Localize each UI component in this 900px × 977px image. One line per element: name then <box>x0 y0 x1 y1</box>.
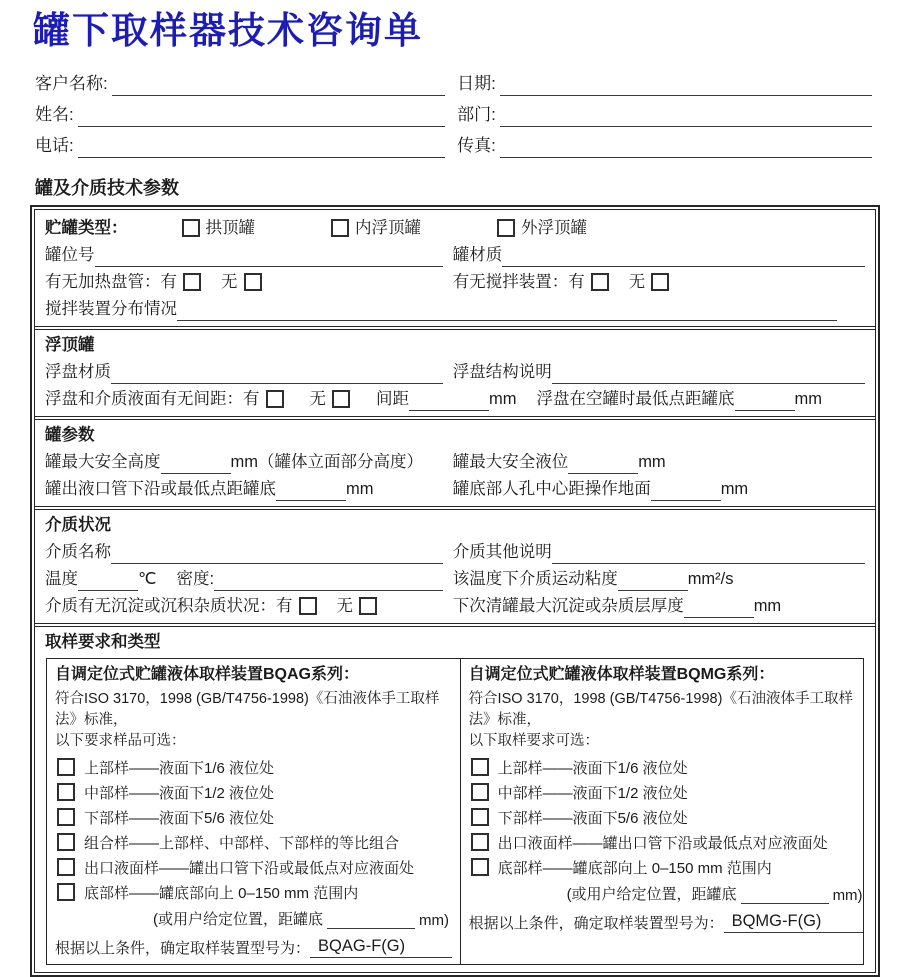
plate-gap-row <box>45 384 865 411</box>
bqmg-outlet-sample-label: 出口液面样——罐出口管下沿或最低点对应液面处 <box>497 834 828 852</box>
date-line[interactable] <box>500 75 872 96</box>
bqag-standard-text <box>55 689 452 752</box>
params-box <box>30 205 880 977</box>
outlet-pipe-unit: mm <box>346 479 374 498</box>
mixer-distribution-row <box>45 294 865 321</box>
option-inner-floating-roof-tank <box>325 214 421 240</box>
tank-type-row <box>45 213 865 240</box>
bqag-outlet-sample-label: 出口液面样——罐出口管下沿或最低点对应液面处 <box>84 859 415 877</box>
manhole-line[interactable] <box>651 480 721 501</box>
bqag-column <box>47 659 461 964</box>
plate-material-label: 浮盘材质 <box>45 362 111 381</box>
phone-line[interactable] <box>78 137 445 158</box>
bqmg-custom-prefix: (或用户给定位置，距罐底 <box>566 885 737 903</box>
section-title-tank-medium-params: 罐及介质技术参数 <box>35 177 179 198</box>
sediment-thickness-label: 下次清罐最大沉淀或杂质层厚度 <box>452 596 684 615</box>
medium-name-line[interactable] <box>111 543 443 564</box>
bqmg-standard-text <box>469 689 863 752</box>
checkbox-mixer-yes[interactable] <box>591 273 609 291</box>
sediment-thickness-line[interactable] <box>684 597 754 618</box>
checkbox-bqmg-middle-sample[interactable] <box>471 783 489 801</box>
heating-coil-label: 有无加热盘管： <box>45 272 161 291</box>
bqag-item-lower <box>55 805 452 830</box>
tank-number-line[interactable] <box>95 246 443 267</box>
checkbox-bqmg-lower-sample[interactable] <box>471 808 489 826</box>
inner-floating-roof-tank-label: 内浮顶罐 <box>355 218 421 237</box>
medium-name-label: 介质名称 <box>45 542 111 561</box>
heating-mixer-row <box>45 267 865 294</box>
contact-section <box>35 65 872 158</box>
outlet-manhole-row <box>45 474 865 501</box>
checkbox-heating-yes[interactable] <box>183 273 201 291</box>
bqmg-custom-suffix: mm) <box>832 886 863 904</box>
gap-yes-label: 有 <box>243 389 260 408</box>
bqmg-top-sample-label: 上部样——液面下1/6 液位处 <box>497 759 688 777</box>
bqag-top-sample-label: 上部样——液面下1/6 液位处 <box>84 759 275 777</box>
bqag-model-value[interactable]: BQAG-F(G) <box>310 937 452 958</box>
floating-roof-header: 浮顶罐 <box>45 335 95 354</box>
bqag-model-row <box>55 931 452 958</box>
sediment-thickness-unit: mm <box>753 596 782 615</box>
heating-yes-label: 有 <box>160 272 177 291</box>
plate-material-line[interactable] <box>111 363 443 384</box>
medium-other-line[interactable] <box>552 543 865 564</box>
checkbox-gap-no[interactable] <box>332 390 350 408</box>
bqag-custom-suffix: mm) <box>419 911 449 929</box>
bqmg-item-middle <box>469 780 863 805</box>
tank-parameters-header: 罐参数 <box>45 425 95 444</box>
bqmg-bottom-sample-label: 底部样——罐底部向上 0–150 mm 范围内 <box>497 859 772 877</box>
checkbox-bqmg-bottom-sample[interactable] <box>471 858 489 876</box>
tank-material-label: 罐材质 <box>452 245 503 264</box>
density-line[interactable] <box>214 570 443 591</box>
bqmg-model-label: 根据以上条件，确定取样装置型号为： <box>468 914 724 932</box>
temperature-label: 温度 <box>45 569 78 588</box>
customer-name-label: 客户名称: <box>35 73 108 93</box>
section-tank-parameters <box>35 419 875 507</box>
contact-row <box>35 127 872 158</box>
bqmg-middle-sample-label: 中部样——液面下1/2 液位处 <box>497 784 688 802</box>
max-safe-level-label: 罐最大安全液位 <box>452 452 569 471</box>
bqmg-column <box>461 659 871 964</box>
params-box-inner <box>34 209 876 973</box>
mixer-yes-label: 有 <box>568 272 585 291</box>
temperature-unit: ℃ <box>138 569 157 588</box>
bqmg-item-top <box>469 755 863 780</box>
sediment-label: 介质有无沉淀或沉积杂质状况： <box>45 596 276 615</box>
tank-type-label: 贮罐类型： <box>45 218 128 237</box>
temp-density-row <box>45 564 865 591</box>
checkbox-bqag-lower-sample[interactable] <box>57 808 75 826</box>
bqag-item-top <box>55 755 452 780</box>
mixer-no-label: 无 <box>628 272 646 291</box>
bqmg-lower-sample-label: 下部样——液面下5/6 液位处 <box>497 809 688 827</box>
plate-structure-label: 浮盘结构说明 <box>452 362 552 381</box>
plate-material-row <box>45 357 865 384</box>
bqag-model-label: 根据以上条件，确定取样装置型号为： <box>55 939 311 957</box>
checkbox-inner-floating-roof-tank[interactable] <box>331 219 349 237</box>
bqag-item-outlet <box>55 855 452 880</box>
medium-condition-header: 介质状况 <box>45 515 111 534</box>
bqag-custom-prefix: (或用户给定位置，距罐底 <box>153 910 323 928</box>
bqmg-title: 自调定位式贮罐液体取样装置BQMG系列： <box>468 665 775 683</box>
gap-no-label: 无 <box>309 389 326 408</box>
checkbox-bqag-top-sample[interactable] <box>57 758 75 776</box>
checkbox-outer-floating-roof-tank[interactable] <box>497 219 515 237</box>
plate-lowest-line[interactable] <box>735 390 795 411</box>
date-label: 日期: <box>457 73 496 93</box>
bqmg-item-outlet <box>469 830 863 855</box>
plate-lowest-label: 浮盘在空罐时最低点距罐底 <box>536 389 735 408</box>
bqmg-item-bottom <box>469 855 863 880</box>
max-safe-height-label: 罐最大安全高度 <box>45 452 161 471</box>
option-arch-roof-tank <box>176 214 256 240</box>
section-tank-type <box>35 210 875 327</box>
checkbox-bqag-bottom-sample[interactable] <box>57 883 75 901</box>
bqmg-item-lower <box>469 805 863 830</box>
customer-name-line[interactable] <box>112 75 445 96</box>
contact-row <box>35 96 872 127</box>
viscosity-unit: mm²/s <box>687 569 734 588</box>
bqag-standard-line: 符合ISO 3170，1998 (GB/T4756-1998)《石油液体手工取样法》标准， <box>55 690 440 728</box>
fax-line[interactable] <box>500 137 872 158</box>
sediment-yes-label: 有 <box>276 596 293 615</box>
gap-value-label: 间距 <box>376 389 409 408</box>
bqmg-model-row <box>469 906 863 933</box>
outlet-pipe-label: 罐出液口管下沿或最低点距罐底 <box>45 479 276 498</box>
mixer-label: 有无搅拌装置： <box>452 272 569 291</box>
sampling-header: 取样要求和类型 <box>45 632 161 651</box>
bqag-item-bottom <box>55 880 452 905</box>
bqmg-intro-line: 以下取样要求可选： <box>468 732 600 749</box>
plate-gap-label: 浮盘和介质液面有无间距： <box>45 389 243 408</box>
plate-lowest-unit: mm <box>794 389 822 408</box>
plate-structure-line[interactable] <box>552 363 865 384</box>
section-floating-roof <box>35 329 875 417</box>
name-label: 姓名: <box>35 104 74 124</box>
max-safe-level-line[interactable] <box>568 453 638 474</box>
department-label: 部门: <box>457 104 496 124</box>
tank-number-label: 罐位号 <box>45 245 95 264</box>
temperature-line[interactable] <box>78 570 138 591</box>
viscosity-label: 该温度下介质运动粘度 <box>452 569 618 588</box>
checkbox-heating-no[interactable] <box>244 273 262 291</box>
checkbox-sediment-no[interactable] <box>359 597 377 615</box>
max-safe-height-suffix: mm（罐体立面部分高度） <box>230 452 423 471</box>
bqag-bottom-sample-label: 底部样——罐底部向上 0–150 mm 范围内 <box>84 884 359 902</box>
max-safe-level-unit: mm <box>638 452 666 471</box>
bqag-custom-position-note <box>153 905 452 929</box>
option-outer-floating-roof-tank <box>491 214 587 240</box>
checkbox-mixer-no[interactable] <box>651 273 669 291</box>
bqmg-standard-line: 符合ISO 3170，1998 (GB/T4756-1998)《石油液体手工取样法》标准， <box>468 690 853 728</box>
mixer-distribution-label: 搅拌装置分布情况 <box>45 299 177 318</box>
bqag-middle-sample-label: 中部样——液面下1/2 液位处 <box>84 784 275 802</box>
checkbox-bqmg-top-sample[interactable] <box>471 758 489 776</box>
tank-id-material-row <box>45 240 865 267</box>
form-title: 罐下取样器技术咨询单 <box>33 10 423 51</box>
checkbox-bqag-composite-sample[interactable] <box>57 833 75 851</box>
max-height-row <box>45 447 865 474</box>
bqmg-model-value[interactable]: BQMG-F(G) <box>724 912 863 933</box>
sediment-no-label: 无 <box>336 596 353 615</box>
arch-roof-tank-label: 拱顶罐 <box>205 218 255 237</box>
gap-unit: mm <box>489 389 517 408</box>
checkbox-sediment-yes[interactable] <box>299 597 317 615</box>
bqag-intro-line: 以下要求样品可选： <box>55 732 186 749</box>
bqag-composite-sample-label: 组合样——上部样、中部样、下部样的等比组合 <box>84 834 400 852</box>
sediment-row <box>45 591 865 618</box>
max-safe-height-line[interactable] <box>161 453 231 474</box>
phone-label: 电话: <box>35 135 74 155</box>
contact-row <box>35 65 872 96</box>
density-label: 密度: <box>176 569 215 588</box>
bqag-item-composite <box>55 830 452 855</box>
viscosity-line[interactable] <box>618 570 688 591</box>
name-line[interactable] <box>78 106 445 127</box>
checkbox-gap-yes[interactable] <box>266 390 284 408</box>
department-line[interactable] <box>500 106 872 127</box>
medium-other-label: 介质其他说明 <box>452 542 552 561</box>
mixer-distribution-line[interactable] <box>177 300 837 321</box>
outer-floating-roof-tank-label: 外浮顶罐 <box>521 218 587 237</box>
bqag-lower-sample-label: 下部样——液面下5/6 液位处 <box>84 809 275 827</box>
outlet-pipe-line[interactable] <box>276 480 346 501</box>
checkbox-arch-roof-tank[interactable] <box>182 219 200 237</box>
manhole-label: 罐底部人孔中心距操作地面 <box>452 479 651 498</box>
section-medium-condition <box>35 509 875 624</box>
bqag-custom-position-line[interactable] <box>327 910 415 929</box>
checkbox-bqag-middle-sample[interactable] <box>57 783 75 801</box>
checkbox-bqmg-outlet-sample[interactable] <box>471 833 489 851</box>
gap-value-line[interactable] <box>409 390 489 411</box>
checkbox-bqag-outlet-sample[interactable] <box>57 858 75 876</box>
medium-name-row <box>45 537 865 564</box>
fax-label: 传真: <box>457 135 496 155</box>
bqmg-custom-position-line[interactable] <box>741 885 829 904</box>
heating-no-label: 无 <box>221 272 238 291</box>
bqag-title: 自调定位式贮罐液体取样装置BQAG系列： <box>55 665 360 683</box>
bqag-item-middle <box>55 780 452 805</box>
manhole-unit: mm <box>720 479 749 498</box>
tank-material-line[interactable] <box>502 246 865 267</box>
section-sampling <box>35 626 875 972</box>
sampling-table <box>46 658 864 965</box>
